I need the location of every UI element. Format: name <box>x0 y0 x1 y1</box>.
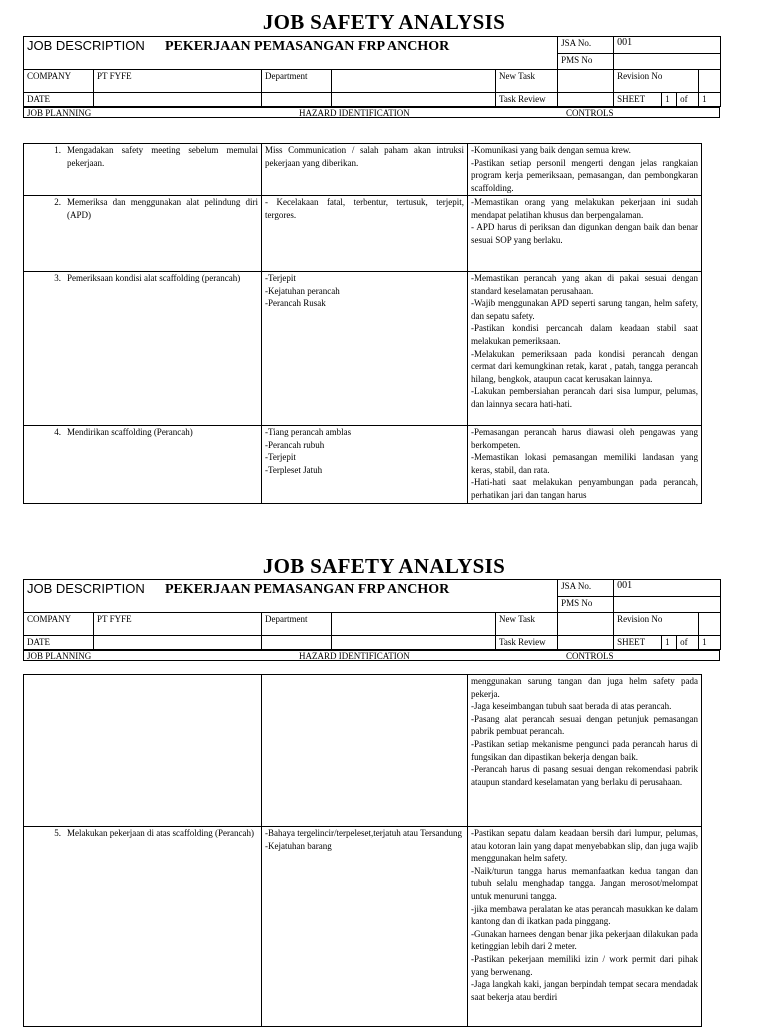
controls-cell <box>468 196 702 272</box>
job-step-cell <box>24 675 262 827</box>
controls-cell <box>468 272 702 426</box>
task-review-value <box>558 636 614 650</box>
jsa-row <box>24 272 702 426</box>
revision-label: Revision No <box>614 613 699 636</box>
of-label: of <box>677 93 699 107</box>
new-task-value <box>558 613 614 636</box>
hazard-item: -Terjepit <box>265 452 296 463</box>
job-step-cell <box>24 196 262 272</box>
col-hazard: HAZARD IDENTIFICATION <box>299 108 410 118</box>
control-item: -Hati-hati saat melakukan penyambungan pada perancah, perhatikan jari dan tangan harus <box>471 477 698 500</box>
date-label: DATE <box>24 93 94 107</box>
hazard-item: -Perancah Rusak <box>265 298 326 309</box>
of-label: of <box>677 636 699 650</box>
control-item: menggunakan sarung tangan dan juga helm safety pada pekerja. <box>471 676 698 699</box>
date-value <box>94 93 262 107</box>
control-item: -Memastikan orang yang melakukan pekerjaan ini sudah mendapat pelatihan khusus dan berpengalaman. <box>471 197 698 220</box>
column-header-strip <box>23 650 720 661</box>
controls-cell <box>468 827 702 1027</box>
control-item: -Pastikan setiap personil mengerti dengan jelas rangkaian program kerja pemeriksaan, pemasangan, dan pembongkaran scaffolding. <box>471 157 698 193</box>
job-description-label: JOB DESCRIPTION <box>27 581 145 596</box>
page-title: JOB SAFETY ANALYSIS <box>262 554 506 578</box>
hazard-item: -Kejatuhan perancah <box>265 285 340 296</box>
new-task-value <box>558 70 614 93</box>
hazard-item: - Kecelakaan fatal, terbentur, tertusuk, terjepit, tergores. <box>265 197 464 220</box>
control-item: -Wajib menggunakan APD seperti sarung tangan, helm safety, dan sepatu safety. <box>471 298 698 321</box>
job-description-cell <box>24 37 558 70</box>
department-label: Department <box>262 613 332 636</box>
step-text: Melakukan pekerjaan di atas scaffolding (Perancah) <box>67 828 255 838</box>
control-item: -Naik/turun tangga harus memanfaatkan kedua tangan dan tubuh selalu menghadap tangga. Jangan merosot/melompat untuk menuruni tangga. <box>471 865 698 901</box>
department-value <box>332 613 496 636</box>
hazard-item: -Perancah rubuh <box>265 439 325 450</box>
hazard-cell <box>262 827 468 1027</box>
company-label: COMPANY <box>24 70 94 93</box>
step-number: 2. <box>54 197 61 207</box>
control-item: -Memastikan perancah yang akan di pakai sesuai dengan standard keselamatan perusahaan. <box>471 273 698 296</box>
jsa-body-table-1 <box>23 143 702 504</box>
col-hazard: HAZARD IDENTIFICATION <box>299 651 410 661</box>
job-step-cell <box>24 272 262 426</box>
date-value <box>94 636 262 650</box>
hazard-cell <box>262 426 468 504</box>
pms-no-value <box>614 596 721 613</box>
job-description-value: PEKERJAAN PEMASANGAN FRP ANCHOR <box>165 39 450 54</box>
control-item: -Perancah harus di pasang sesuai dengan rekomendasi pabrik ataupun standard keselamatan yang berlaku di perusahaan. <box>471 764 698 787</box>
control-item: -Jaga langkah kaki, jangan berpindah tempat secara mendadak saat bekerja atau berdiri <box>471 979 698 1002</box>
department-label: Department <box>262 70 332 93</box>
jsa-row <box>24 196 702 272</box>
hazard-item: -Tiang perancah amblas <box>265 427 352 437</box>
control-item: -Gunakan harnees dengan benar jika pekerjaan dilakukan pada ketinggian lebih dari 2 meter. <box>471 928 698 952</box>
step-number: 5. <box>54 828 61 838</box>
header-table <box>23 36 721 107</box>
department-value <box>332 70 496 93</box>
control-item: -Pasang alat perancah sesuai dengan petunjuk pemasangan pabrik pembuat perancah. <box>471 713 698 737</box>
control-item: -Pastikan setiap mekanisme pengunci pada perancah harus di fungsikan dan dipastikan bekerja dengan baik. <box>471 738 698 762</box>
sheet-label: SHEET <box>614 93 662 107</box>
revision-value <box>699 613 721 636</box>
col-job-planning: JOB PLANNING <box>27 108 92 118</box>
controls-cell <box>468 426 702 504</box>
new-task-label: New Task <box>496 613 558 636</box>
jsa-no-value: 001 <box>614 37 721 54</box>
control-item: -Pastikan pekerjaan memiliki izin / work permit dari pihak yang berwenang. <box>471 953 698 977</box>
pms-no-value <box>614 53 721 70</box>
step-number: 1. <box>54 145 61 155</box>
header-table <box>23 579 721 650</box>
step-text: Mengadakan safety meeting sebelum memulai pekerjaan. <box>67 145 258 168</box>
jsa-no-label: JSA No. <box>558 580 614 597</box>
hazard-item: -Terjepit <box>265 273 296 283</box>
company-label: COMPANY <box>24 613 94 636</box>
jsa-row <box>24 426 702 504</box>
task-review-label: Task Review <box>496 636 558 650</box>
control-item: -Melakukan pemeriksaan pada kondisi perancah dengan cermat dari kemungkinan retak, karat , patah, tangga perancah hilang, bengkok, ataupun cacat kerusakan lainnya. <box>471 348 698 384</box>
jsa-row <box>24 827 702 1027</box>
hazard-item: Miss Communication / salah paham akan intruksi pekerjaan yang diberikan. <box>265 145 464 168</box>
column-header-strip <box>23 107 720 118</box>
step-number: 3. <box>54 273 61 283</box>
step-text: Pemeriksaan kondisi alat scaffolding (perancah) <box>67 273 241 283</box>
new-task-label: New Task <box>496 70 558 93</box>
hazard-item: -Bahaya tergelincir/terpeleset,terjatuh atau Tersandung <box>265 828 462 838</box>
step-number: 4. <box>54 427 61 437</box>
hazard-cell <box>262 675 468 827</box>
job-step-cell <box>24 426 262 504</box>
hazard-item: -Terpleset Jatuh <box>265 464 323 475</box>
jsa-body-table-2 <box>23 674 702 1027</box>
of-value: 1 <box>699 93 721 107</box>
control-item: -Pastikan sepatu dalam keadaan bersih dari lumpur, pelumas, atau kotoran lain yang dapat menyebabkan slip, dan juga wajib menggunakan helm safety. <box>471 828 698 864</box>
job-description-label: JOB DESCRIPTION <box>27 38 145 53</box>
jsa-row <box>24 144 702 196</box>
control-item: -Lakukan pembersiahan perancah dari sisa lumpur, pelumas, dan lainnya secara hati-hati. <box>471 386 698 409</box>
col-job-planning: JOB PLANNING <box>27 651 92 661</box>
company-value: PT FYFE <box>94 70 262 93</box>
sheet-label: SHEET <box>614 636 662 650</box>
control-item: - APD harus di periksan dan digunkan dengan baik dan benar sesuai SOP yang berlaku. <box>471 222 698 245</box>
hazard-cell <box>262 144 468 196</box>
col-controls: CONTROLS <box>566 108 614 118</box>
date-label: DATE <box>24 636 94 650</box>
control-item: -jika membawa peralatan ke atas perancah masukkan ke dalam kantong dan di ikatkan pada pinggang. <box>471 903 698 927</box>
of-value: 1 <box>699 636 721 650</box>
job-description-value: PEKERJAAN PEMASANGAN FRP ANCHOR <box>165 582 450 597</box>
pms-no-label: PMS No <box>558 53 614 70</box>
hazard-item: -Kejatuhan barang <box>265 840 332 851</box>
control-item: -Jaga keseimbangan tubuh saat berada di atas perancah. <box>471 701 672 712</box>
jsa-row <box>24 675 702 827</box>
control-item: -Komunikasi yang baik dengan semua krew. <box>471 145 631 155</box>
col-controls: CONTROLS <box>566 651 614 661</box>
revision-label: Revision No <box>614 70 699 93</box>
control-item: -Memastikan lokasi pemasangan memiliki landasan yang keras, stabil, dan rata. <box>471 452 698 475</box>
step-text: Memeriksa dan menggunakan alat pelindung diri (APD) <box>67 197 258 220</box>
jsa-no-value: 001 <box>614 580 721 597</box>
pms-no-label: PMS No <box>558 596 614 613</box>
control-item: -Pemasangan perancah harus diawasi oleh pengawas yang berkompeten. <box>471 427 698 450</box>
controls-cell <box>468 675 702 827</box>
hazard-cell <box>262 272 468 426</box>
jsa-no-label: JSA No. <box>558 37 614 54</box>
sheet-value: 1 <box>662 93 677 107</box>
job-step-cell <box>24 144 262 196</box>
task-review-label: Task Review <box>496 93 558 107</box>
hazard-cell <box>262 196 468 272</box>
controls-cell <box>468 144 702 196</box>
job-step-cell <box>24 827 262 1027</box>
task-review-value <box>558 93 614 107</box>
step-text: Mendirikan scaffolding (Perancah) <box>67 427 193 437</box>
revision-value <box>699 70 721 93</box>
control-item: -Pastikan kondisi percancah dalam keadaan stabil saat melakukan pemeriksaan. <box>471 323 698 346</box>
page-title: JOB SAFETY ANALYSIS <box>262 10 506 34</box>
company-value: PT FYFE <box>94 613 262 636</box>
job-description-cell <box>24 580 558 613</box>
sheet-value: 1 <box>662 636 677 650</box>
